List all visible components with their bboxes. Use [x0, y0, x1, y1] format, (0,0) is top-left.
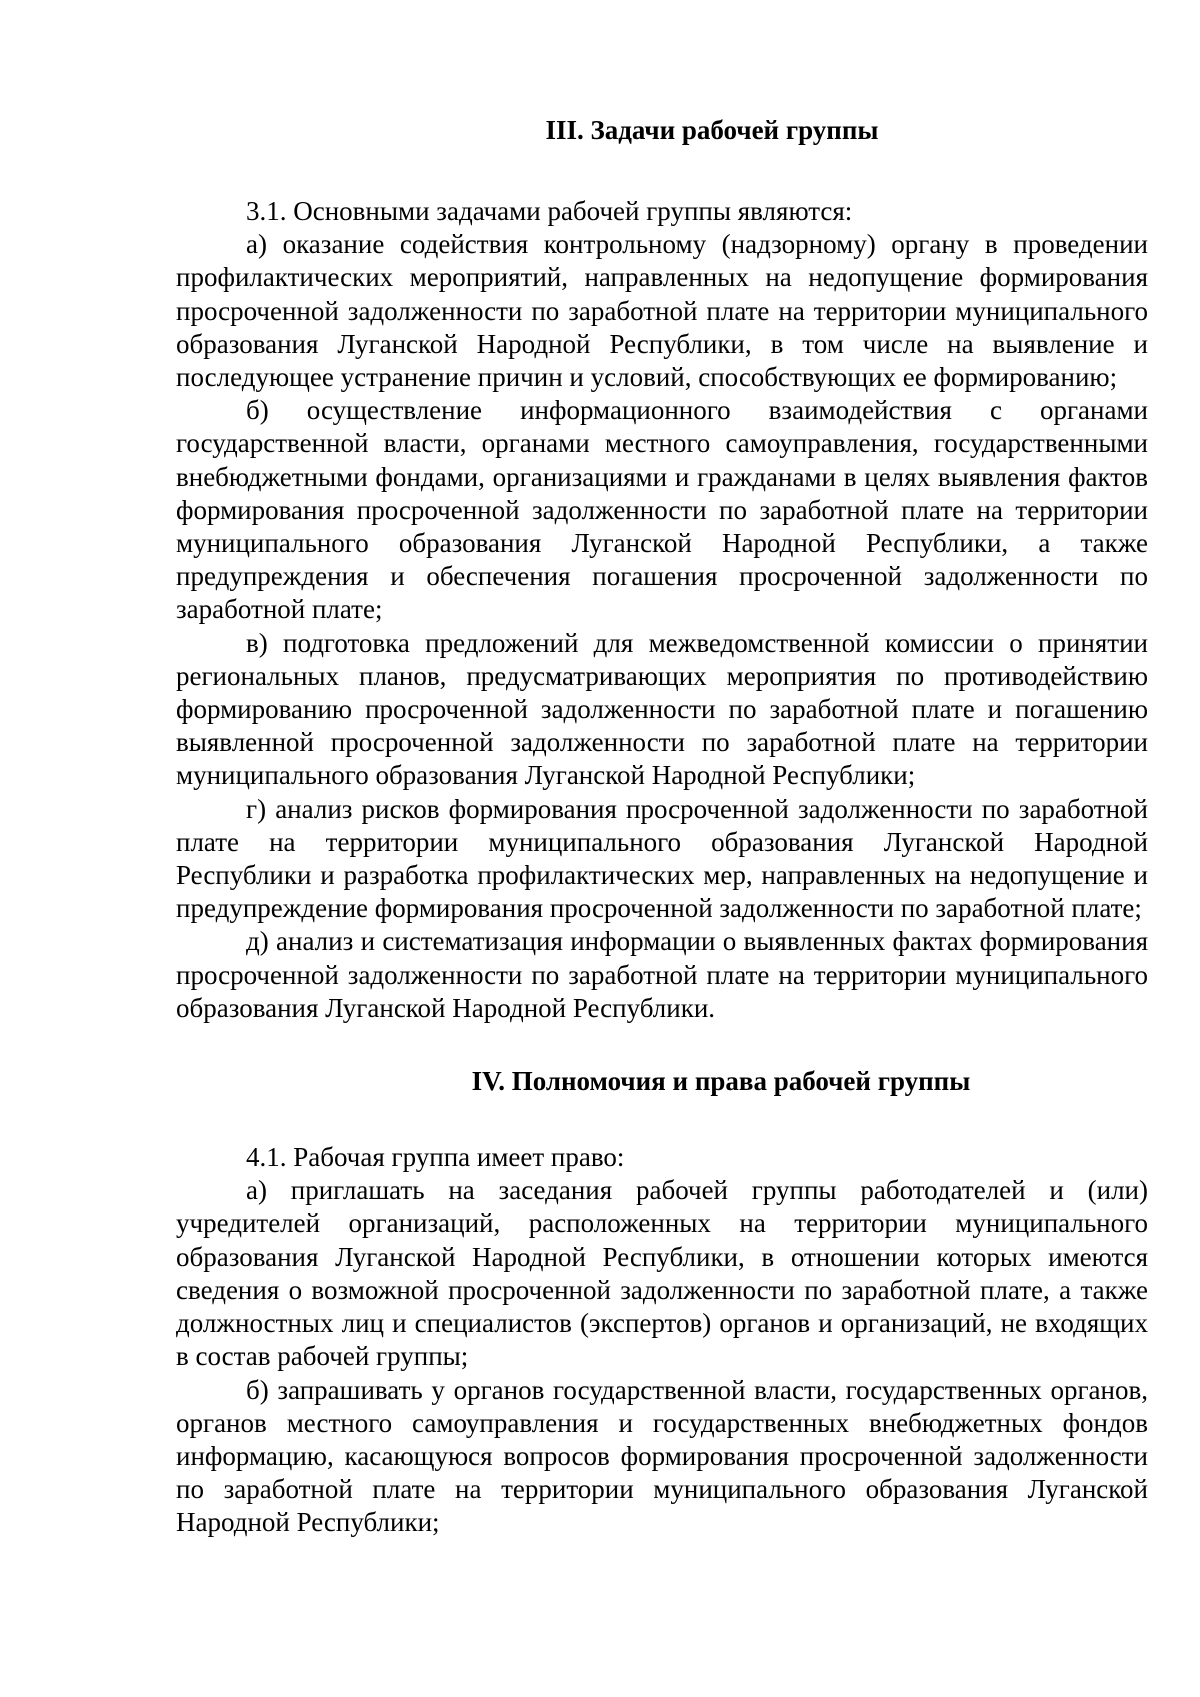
section-3-item-v: в) подготовка предложений для межведомственной комиссии о принятии региональных планов, предусматривающих мероприятия по противодействию формированию просроченной задолженности по заработной плате и погашению выявленной просроченной задолженности по заработной плате на территории муниципального образования Луганской Народной Республики;: [176, 627, 1148, 791]
section-3-item-d: д) анализ и систематизация информации о выявленных фактах формирования просроченной задолженности по заработной плате на территории муниципального образования Луганской Народной Республики.: [176, 926, 1148, 1023]
section-3-item-g: г) анализ рисков формирования просроченной задолженности по заработной плате на территории муниципального образования Луганской Народной Республики и разработка профилактических мер, направленных на недопущение и предупреждение формирования просроченной задолженности по заработной плате;: [176, 793, 1148, 924]
section-3-item-b: б) осуществление информационного взаимодействия с органами государственной власти, органами местного самоуправления, государственными внебюджетными фондами, организациями и гражданами в целях выявления фактов формирования просроченной задолженности по заработной плате на территории муниципального образования Луганской Народной Республики, а также предупреждения и обеспечения погашения просроченной задолженности по заработной плате;: [176, 395, 1148, 625]
section-4-intro: 4.1. Рабочая группа имеет право:: [246, 1142, 625, 1173]
document-page: [176, 114, 1148, 1540]
section-3-item-a: а) оказание содействия контрольному (надзорному) органу в проведении профилактических мероприятий, направленных на недопущение формирования просроченной задолженности по заработной плате на территории муниципального образования Луганской Народной Республики, в том числе на выявление и последующее устранение причин и условий, способствующих ее формированию;: [176, 229, 1148, 393]
section-3-intro: 3.1. Основными задачами рабочей группы являются:: [246, 196, 853, 226]
section-3-heading: III. Задачи рабочей группы: [545, 115, 879, 145]
section-4-item-a: а) приглашать на заседания рабочей группы работодателей и (или) учредителей организаций, расположенных на территории муниципального образования Луганской Народной Республики, в отношении которых имеются сведения о возможной просроченной задолженности по заработной плате, а также должностных лиц и специалистов (экспертов) органов и организаций, не входящих в состав рабочей группы;: [176, 1175, 1148, 1372]
section-4-item-b: б) запрашивать у органов государственной власти, государственных органов, органов местного самоуправления и государственных внебюджетных фондов информацию, касающуюся вопросов формирования просроченной задолженности по заработной плате на территории муниципального образования Луганской Народной Республики;: [176, 1374, 1148, 1538]
section-4-heading: IV. Полномочия и права рабочей группы: [471, 1066, 971, 1097]
